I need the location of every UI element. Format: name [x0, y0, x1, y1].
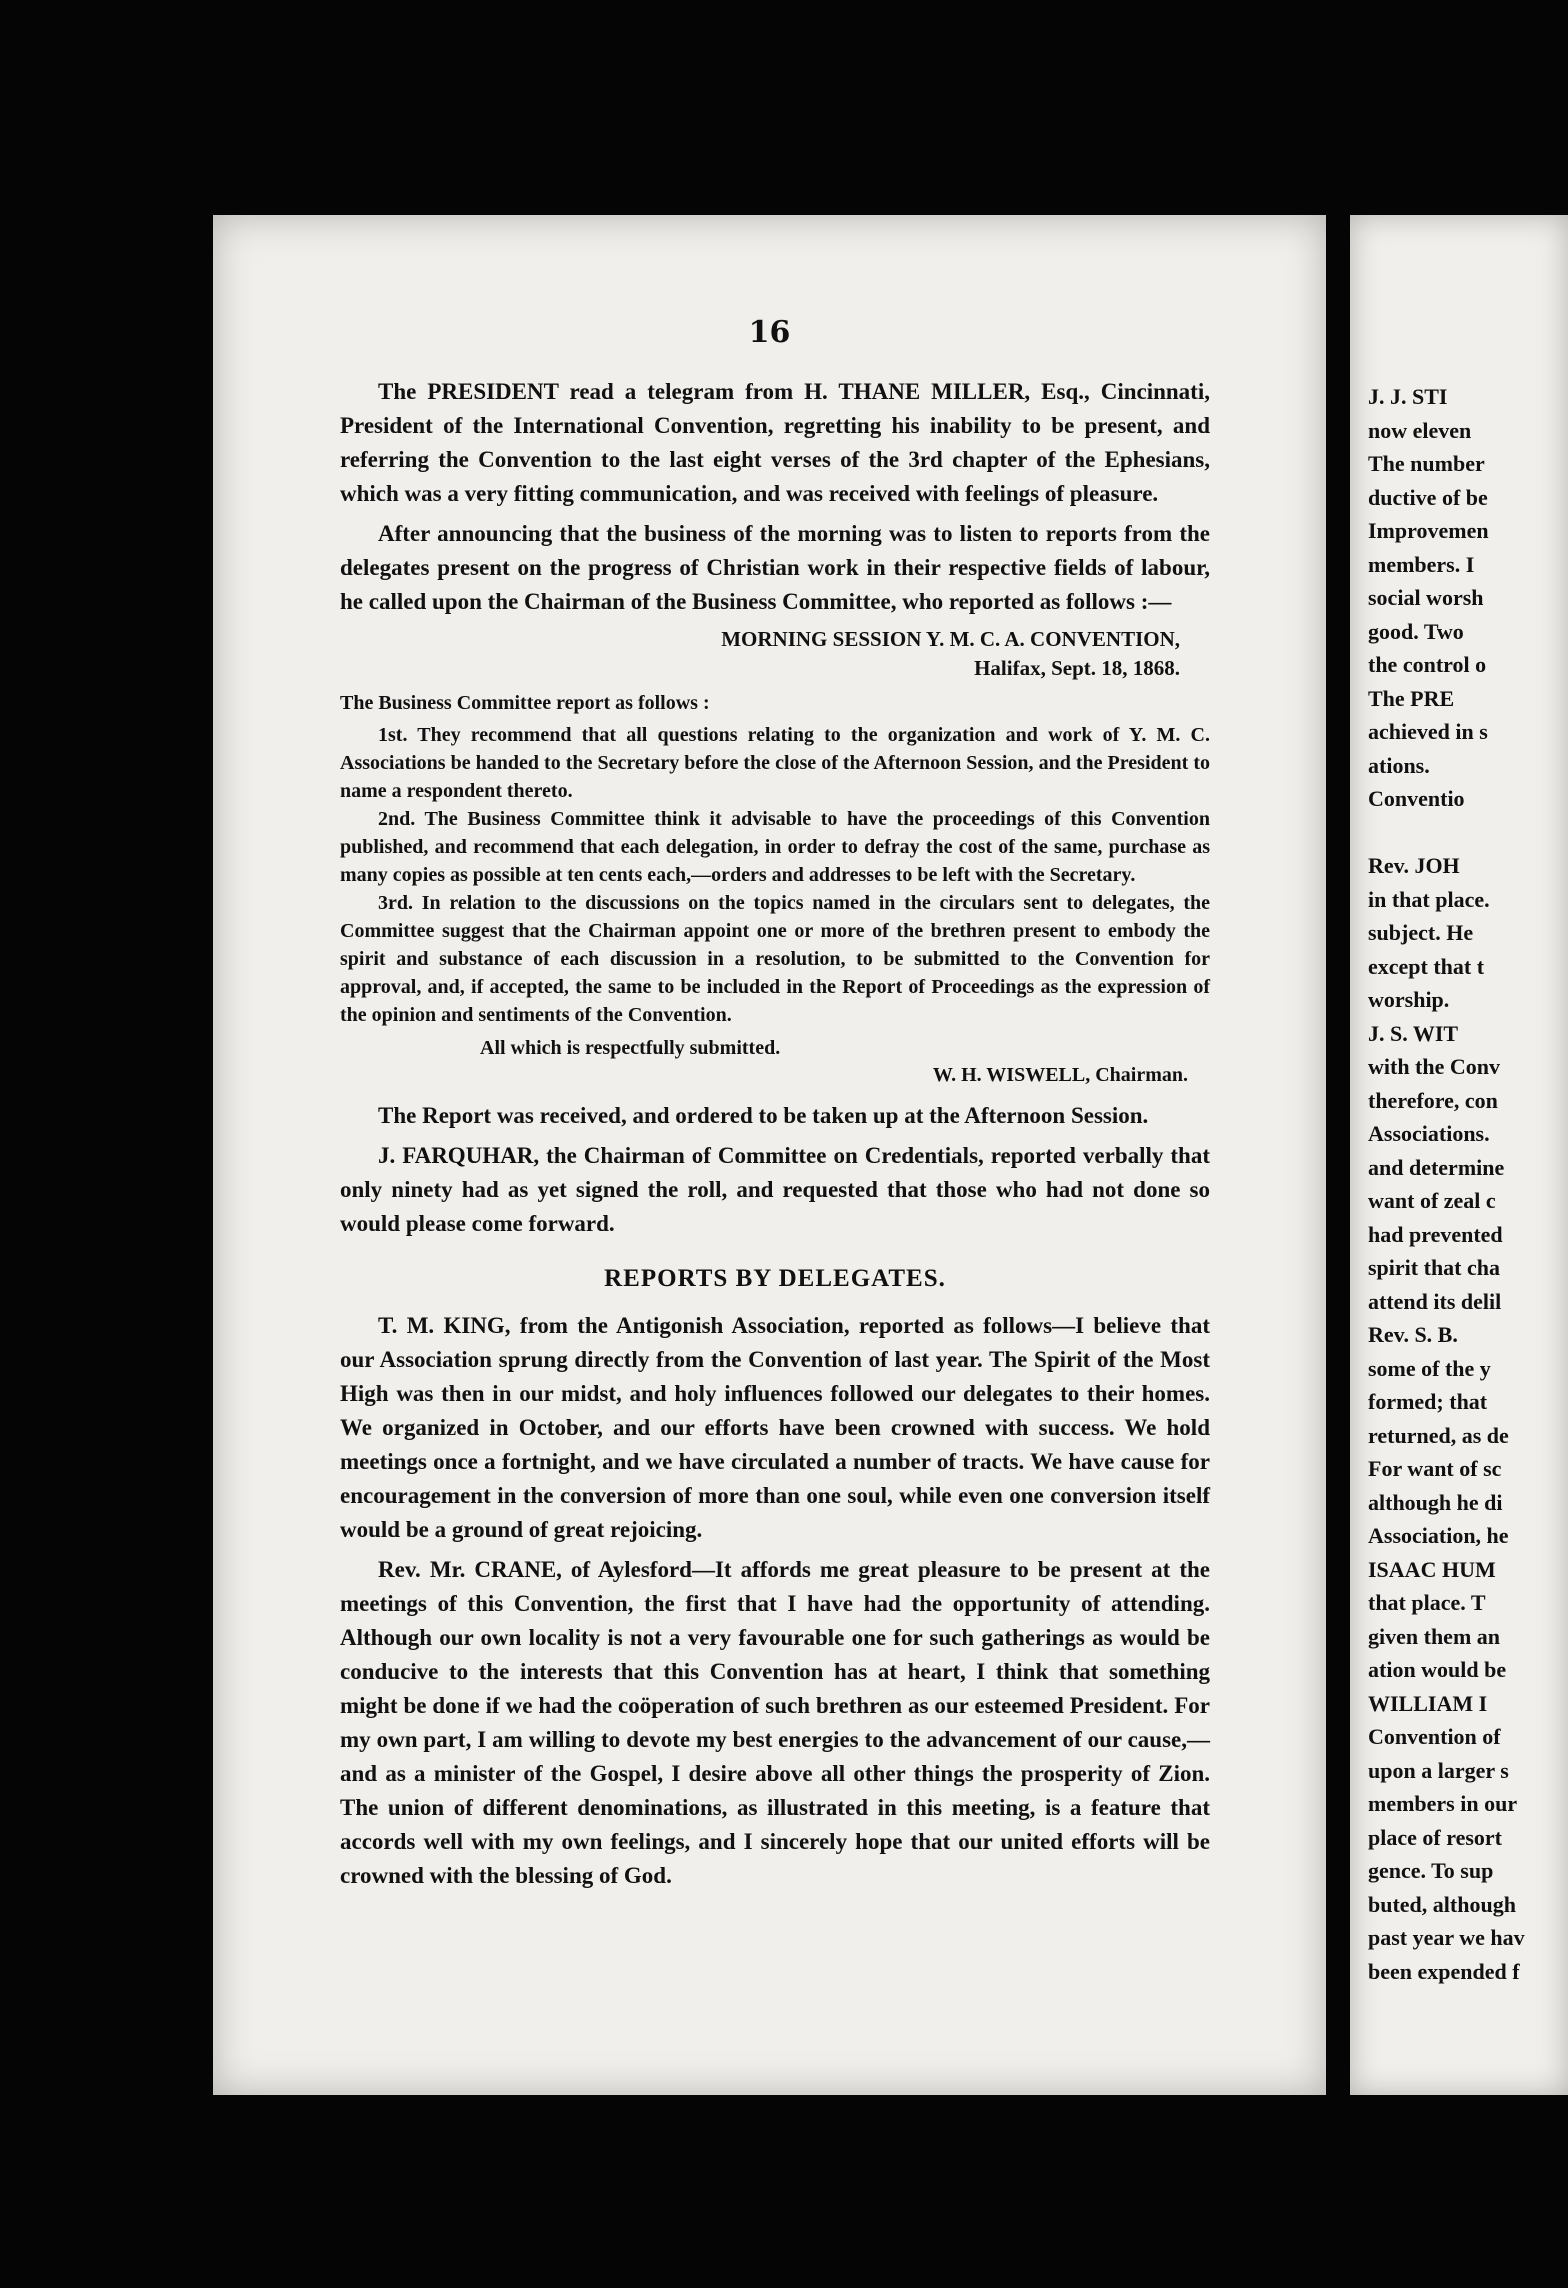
right-page-line: Rev. JOH: [1368, 853, 1460, 878]
right-page-line: social worsh: [1368, 585, 1484, 610]
right-page-line: spirit that cha: [1368, 1255, 1500, 1280]
right-page-line: although he di: [1368, 1489, 1503, 1515]
right-page-fragment: [1350, 215, 1568, 2095]
right-page-line: upon a larger s: [1368, 1757, 1509, 1783]
left-page: [213, 215, 1326, 2095]
paragraph-farquhar: J. FARQUHAR, the Chairman of Committee on Credentials, reported verbally that only ninety had as yet signed the roll, and requested that those who had not done so would please come forward.: [340, 1143, 1210, 1236]
right-page-line: Associations.: [1368, 1121, 1490, 1146]
right-page-line: Rev. S. B.: [1368, 1322, 1458, 1347]
right-page-line: returned, as de: [1368, 1422, 1509, 1448]
right-page-line: achieved in s: [1368, 719, 1488, 744]
right-page-line: that place. T: [1368, 1590, 1486, 1615]
report-header-line2: Halifax, Sept. 18, 1868.: [974, 656, 1180, 680]
paragraph-crane: Rev. Mr. CRANE, of Aylesford—It affords me great pleasure to be present at the meetings of this Convention, the first that I have had the opportunity of attending. Although our own locality is not a very favourable one for such gatherings as would be conducive to the interests that this Convention has at heart, I think that something might be done if we had the coöperation of such brethren as our esteemed President. For my own part, I am willing to devote my best energies to the advancement of our cause,—and as a minister of the Gospel, I desire above all other things the prosperity of Zion. The union of different denominations, as illustrated in this meeting, is a feature that accords well with my own feelings, and I sincerely hope that our united efforts will be crowned with the blessing of God.: [340, 1557, 1210, 1888]
page-content: [340, 375, 1210, 1899]
right-page-line: good. Two: [1368, 618, 1464, 644]
paragraph-announcing: After announcing that the business of the morning was to listen to reports from the delegates present on the progress of Christian work in their respective fields of labour, he called upon the Chairman of the Business Committee, who reported as follows :—: [340, 521, 1210, 614]
section-heading: REPORTS BY DELEGATES.: [604, 1265, 946, 1292]
right-page-line: past year we hav: [1368, 1925, 1525, 1950]
submitted-line: All which is respectfully submitted.: [480, 1037, 781, 1059]
right-page-lines: [1368, 380, 1568, 1988]
right-page-line: and determine: [1368, 1154, 1505, 1180]
right-page-line: had prevented: [1368, 1221, 1503, 1247]
right-page-line: Association, he: [1368, 1523, 1509, 1548]
right-page-line: For want of sc: [1368, 1456, 1502, 1481]
right-page-line: ation would be: [1368, 1657, 1507, 1682]
right-page-line: ations.: [1368, 752, 1430, 778]
right-page-line: Conventio: [1368, 786, 1465, 811]
right-page-line: J. J. STI: [1368, 384, 1448, 409]
right-page-line: Improvemen: [1368, 518, 1489, 543]
right-page-line: attend its delil: [1368, 1288, 1502, 1314]
right-page-line: The number: [1368, 451, 1485, 476]
report-header: [340, 625, 1180, 683]
right-page-line: now eleven: [1368, 417, 1472, 443]
right-page-line: except that t: [1368, 953, 1485, 979]
report-header-line1: MORNING SESSION Y. M. C. A. CONVENTION,: [721, 627, 1180, 651]
report-item-3: 3rd. In relation to the discussions on the topics named in the circulars sent to delegates, the Committee suggest that the Chairman appoint one or more of the brethren present to embody the spirit and substance of each discussion in a resolution, to be submitted to the Convention for approval, and, if accepted, the same to be included in the Report of Proceedings as the expression of the opinion and sentiments of the Convention.: [340, 892, 1210, 1026]
right-page-line: in that place.: [1368, 886, 1490, 912]
right-page-line: with the Conv: [1368, 1054, 1501, 1079]
right-page-line: therefore, con: [1368, 1087, 1498, 1113]
right-page-line: The PRE: [1368, 685, 1455, 711]
right-page-line: given them an: [1368, 1623, 1500, 1649]
report-item-1: 1st. They recommend that all questions relating to the organization and work of Y. M. C. Associations be handed to the Secretary before the close of the Afternoon Session, and the President to name a respondent thereto.: [340, 724, 1210, 802]
right-page-line: [1368, 816, 1568, 850]
right-page-line: buted, although: [1368, 1891, 1516, 1917]
business-intro: The Business Committee report as follows :: [340, 692, 710, 714]
right-page-line: subject. He: [1368, 920, 1474, 945]
right-page-line: members in our: [1368, 1791, 1518, 1816]
right-page-line: the control o: [1368, 652, 1487, 677]
right-page-line: members. I: [1368, 551, 1475, 577]
right-page-line: worship.: [1368, 987, 1450, 1012]
right-page-line: formed; that: [1368, 1389, 1488, 1414]
right-page-line: J. S. WIT: [1368, 1020, 1459, 1046]
right-page-line: gence. To sup: [1368, 1858, 1494, 1883]
right-page-line: some of the y: [1368, 1355, 1491, 1381]
right-page-line: WILLIAM I: [1368, 1690, 1488, 1716]
paragraph-report-received: The Report was received, and ordered to be taken up at the Afternoon Session.: [378, 1103, 1149, 1128]
signature: W. H. WISWELL, Chairman.: [932, 1064, 1188, 1086]
right-page-line: want of zeal c: [1368, 1188, 1496, 1213]
report-item-2: 2nd. The Business Committee think it advisable to have the proceedings of this Convention published, and recommend that each delegation, in order to defray the cost of the same, purchase as many copies as possible at ten cents each,—orders and addresses to be left with the Secretary.: [340, 808, 1210, 886]
right-page-line: place of resort: [1368, 1824, 1502, 1850]
right-page-line: Convention of: [1368, 1724, 1501, 1749]
right-page-line: ISAAC HUM: [1368, 1556, 1496, 1582]
right-page-line: ductive of be: [1368, 484, 1488, 510]
page-number: 16: [748, 315, 791, 350]
right-page-line: been expended f: [1368, 1958, 1520, 1984]
paragraph-president-telegram: The PRESIDENT read a telegram from H. THANE MILLER, Esq., Cincinnati, President of the International Convention, regretting his inability to be present, and referring the Convention to the last eight verses of the 3rd chapter of the Ephesians, which was a very fitting communication, and was received with feelings of pleasure.: [340, 379, 1210, 506]
paragraph-king: T. M. KING, from the Antigonish Association, reported as follows—I believe that our Association sprung directly from the Convention of last year. The Spirit of the Most High was then in our midst, and holy influences followed our delegates to their homes. We organized in October, and our efforts have been crowned with success. We hold meetings once a fortnight, and we have circulated a number of tracts. We have cause for encouragement in the conversion of more than one soul, while even one conversion itself would be a ground of great rejoicing.: [340, 1313, 1210, 1542]
